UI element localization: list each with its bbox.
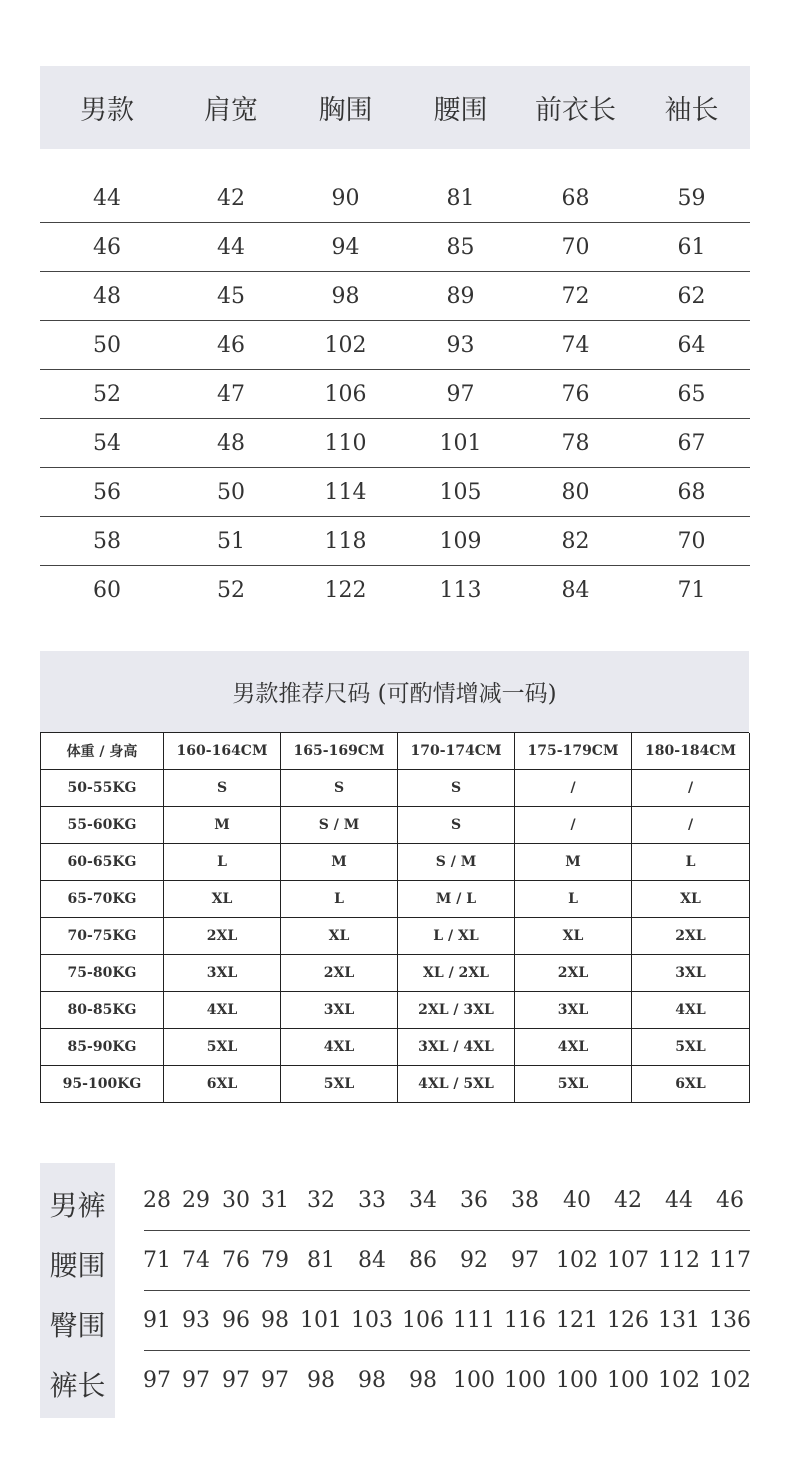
table-cell: 100: [556, 1368, 598, 1393]
column-header: 160-164CM: [164, 733, 281, 770]
table-cell: 80-85KG: [41, 992, 164, 1029]
table-cell: 136: [709, 1308, 751, 1333]
table-cell: 114: [324, 479, 367, 505]
table-cell: 71: [677, 577, 706, 603]
table-cell: 46: [217, 332, 245, 358]
table-cell: 6XL: [164, 1066, 281, 1103]
table-cell: 79: [261, 1248, 289, 1273]
table-cell: 91: [143, 1308, 171, 1333]
table-cell: S: [398, 807, 515, 844]
table-row: [144, 1171, 750, 1231]
table-cell: S / M: [398, 844, 515, 881]
table-cell: 117: [709, 1248, 751, 1273]
table-cell: 76: [561, 381, 590, 407]
table-cell: 2XL / 3XL: [398, 992, 515, 1029]
table-cell: L: [164, 844, 281, 881]
table-header-row: [41, 733, 749, 770]
table-cell: 82: [561, 528, 590, 554]
table-cell: 68: [561, 185, 590, 211]
table-cell: 36: [460, 1188, 488, 1213]
table-cell: S: [281, 770, 398, 807]
table-cell: 45: [217, 283, 245, 309]
row-label: 男裤: [49, 1189, 106, 1222]
table-row: [40, 222, 750, 271]
table-cell: 96: [222, 1308, 250, 1333]
row-label: 裤长: [49, 1369, 106, 1402]
table-row: [41, 955, 749, 992]
table-cell: 64: [677, 332, 706, 358]
table-cell: 97: [261, 1368, 289, 1393]
table-cell: 107: [607, 1248, 649, 1273]
table-cell: XL: [281, 918, 398, 955]
row-label: 臀围: [49, 1309, 106, 1342]
table-cell: 102: [658, 1368, 700, 1393]
table-cell: 48: [217, 430, 245, 456]
table-cell: 4XL / 5XL: [398, 1066, 515, 1103]
table-cell: 97: [143, 1368, 171, 1393]
row-label: 腰围: [49, 1249, 106, 1282]
table-cell: 81: [446, 185, 475, 211]
table-cell: 100: [453, 1368, 495, 1393]
table-cell: 5XL: [281, 1066, 398, 1103]
table-cell: 3XL / 4XL: [398, 1029, 515, 1066]
table-cell: 38: [511, 1188, 539, 1213]
table-cell: 106: [402, 1308, 444, 1333]
table-cell: 100: [607, 1368, 649, 1393]
table-cell: 2XL: [515, 955, 632, 992]
table-row: [40, 565, 750, 614]
table-cell: 98: [261, 1308, 289, 1333]
table-row: [40, 174, 750, 222]
table-cell: XL: [164, 881, 281, 918]
table-cell: 106: [324, 381, 367, 407]
table-cell: XL: [632, 881, 750, 918]
table-cell: 103: [351, 1308, 393, 1333]
table-cell: M: [515, 844, 632, 881]
table-cell: 116: [504, 1308, 546, 1333]
table-cell: 122: [324, 577, 367, 603]
table-cell: 68: [677, 479, 706, 505]
table-cell: 86: [409, 1248, 437, 1273]
table-cell: L: [632, 844, 750, 881]
table-cell: 102: [556, 1248, 598, 1273]
table-cell: 97: [446, 381, 475, 407]
table-cell: S / M: [281, 807, 398, 844]
table-cell: 94: [331, 234, 360, 260]
table-cell: 72: [561, 283, 590, 309]
recommended-size-grid: [40, 732, 749, 1103]
column-header: 180-184CM: [632, 733, 750, 770]
table-cell: 101: [439, 430, 482, 456]
table-row: [40, 418, 750, 467]
table-cell: 109: [439, 528, 482, 554]
size-measurement-table: [40, 66, 750, 614]
table-cell: 40: [563, 1188, 591, 1213]
table-cell: 5XL: [632, 1029, 750, 1066]
table-cell: M / L: [398, 881, 515, 918]
table-cell: 70: [561, 234, 590, 260]
table-cell: 5XL: [164, 1029, 281, 1066]
table-cell: 85-90KG: [41, 1029, 164, 1066]
table-cell: 5XL: [515, 1066, 632, 1103]
row-divider: [144, 1350, 750, 1351]
recommended-size-title: 男款推荐尺码 (可酌情增减一码): [40, 651, 749, 732]
table-row: [41, 992, 749, 1029]
table-cell: 102: [709, 1368, 751, 1393]
table-cell: 110: [324, 430, 367, 456]
table-cell: 2XL: [164, 918, 281, 955]
table-row: [41, 881, 749, 918]
table-cell: 46: [93, 234, 121, 260]
table-cell: L: [281, 881, 398, 918]
table-cell: 111: [453, 1308, 495, 1333]
table-cell: 97: [511, 1248, 539, 1273]
size-measurement-header: [40, 66, 750, 149]
table-cell: 85: [446, 234, 475, 260]
table-cell: L: [515, 881, 632, 918]
table-cell: 112: [658, 1248, 700, 1273]
size-measurement-body: [40, 174, 750, 614]
table-row: [41, 807, 749, 844]
table-cell: 4XL: [515, 1029, 632, 1066]
table-cell: 93: [446, 332, 475, 358]
table-cell: 4XL: [632, 992, 750, 1029]
table-cell: 50: [217, 479, 245, 505]
table-cell: 97: [182, 1368, 210, 1393]
table-cell: 33: [358, 1188, 386, 1213]
recommended-size-table: [40, 651, 749, 1103]
pants-size-table: [40, 1163, 750, 1418]
table-cell: 44: [217, 234, 245, 260]
table-cell: 126: [607, 1308, 649, 1333]
table-row: [41, 1066, 749, 1103]
table-cell: 65: [677, 381, 706, 407]
table-cell: 80: [561, 479, 590, 505]
table-cell: 89: [446, 283, 475, 309]
table-row: [40, 516, 750, 565]
table-cell: 61: [677, 234, 706, 260]
table-row: [144, 1231, 750, 1291]
table-cell: 65-70KG: [41, 881, 164, 918]
table-cell: 93: [182, 1308, 210, 1333]
table-cell: 2XL: [632, 918, 750, 955]
table-row: [40, 320, 750, 369]
table-cell: 4XL: [164, 992, 281, 1029]
table-cell: 58: [93, 528, 121, 554]
table-cell: 76: [222, 1248, 250, 1273]
table-cell: 97: [222, 1368, 250, 1393]
column-header: 前衣长: [535, 95, 616, 126]
column-header: 腰围: [433, 95, 488, 126]
table-row: [41, 770, 749, 807]
table-row: [40, 467, 750, 516]
table-cell: /: [632, 807, 750, 844]
table-cell: 28: [143, 1188, 171, 1213]
table-cell: 74: [561, 332, 590, 358]
row-divider: [144, 1230, 750, 1231]
table-row: [41, 844, 749, 881]
table-cell: 84: [561, 577, 590, 603]
table-cell: 3XL: [632, 955, 750, 992]
table-cell: 60: [93, 577, 121, 603]
table-cell: 84: [358, 1248, 386, 1273]
table-cell: 70: [677, 528, 706, 554]
table-cell: S: [164, 770, 281, 807]
table-cell: 74: [182, 1248, 210, 1273]
table-cell: 92: [460, 1248, 488, 1273]
table-cell: 50-55KG: [41, 770, 164, 807]
table-cell: 60-65KG: [41, 844, 164, 881]
table-cell: XL / 2XL: [398, 955, 515, 992]
table-cell: 113: [439, 577, 482, 603]
column-header: 男款: [80, 95, 134, 126]
table-cell: 51: [217, 528, 245, 554]
table-cell: 98: [358, 1368, 386, 1393]
table-cell: 32: [307, 1188, 335, 1213]
table-cell: 42: [217, 185, 245, 211]
table-cell: 101: [300, 1308, 342, 1333]
row-divider: [144, 1290, 750, 1291]
table-cell: 75-80KG: [41, 955, 164, 992]
table-cell: 98: [331, 283, 360, 309]
table-cell: M: [164, 807, 281, 844]
table-cell: S: [398, 770, 515, 807]
table-cell: 52: [217, 577, 245, 603]
table-cell: 78: [561, 430, 590, 456]
table-cell: 50: [93, 332, 121, 358]
table-cell: 98: [307, 1368, 335, 1393]
table-cell: 81: [307, 1248, 335, 1273]
table-cell: 67: [677, 430, 706, 456]
table-cell: 4XL: [281, 1029, 398, 1066]
table-cell: 48: [93, 283, 121, 309]
table-cell: 98: [409, 1368, 437, 1393]
table-row: [41, 1029, 749, 1066]
table-cell: 31: [261, 1188, 289, 1213]
table-cell: 71: [143, 1248, 171, 1273]
table-cell: 118: [324, 528, 367, 554]
table-cell: /: [632, 770, 750, 807]
table-cell: 54: [93, 430, 121, 456]
table-cell: 105: [439, 479, 482, 505]
table-cell: 3XL: [515, 992, 632, 1029]
table-cell: 47: [217, 381, 245, 407]
table-cell: 3XL: [281, 992, 398, 1029]
table-cell: 30: [222, 1188, 250, 1213]
table-cell: 3XL: [164, 955, 281, 992]
table-cell: /: [515, 807, 632, 844]
table-cell: 29: [182, 1188, 210, 1213]
table-cell: 95-100KG: [41, 1066, 164, 1103]
table-cell: 59: [677, 185, 706, 211]
table-cell: 44: [93, 185, 121, 211]
table-cell: 62: [677, 283, 706, 309]
table-cell: 90: [331, 185, 360, 211]
table-cell: L / XL: [398, 918, 515, 955]
table-cell: 131: [658, 1308, 700, 1333]
table-cell: 102: [324, 332, 367, 358]
table-row: [40, 369, 750, 418]
column-header: 袖长: [664, 95, 719, 126]
table-cell: 44: [665, 1188, 693, 1213]
table-cell: 56: [93, 479, 121, 505]
column-header: 体重 / 身高: [41, 733, 164, 770]
column-header: 胸围: [318, 95, 373, 126]
table-cell: 2XL: [281, 955, 398, 992]
table-row: [41, 918, 749, 955]
table-cell: 42: [614, 1188, 642, 1213]
table-cell: 70-75KG: [41, 918, 164, 955]
pants-size-labels: [40, 1163, 115, 1418]
table-cell: 100: [504, 1368, 546, 1393]
table-row: [40, 271, 750, 320]
table-cell: 46: [716, 1188, 744, 1213]
table-row: [144, 1351, 750, 1411]
table-cell: 55-60KG: [41, 807, 164, 844]
column-header: 175-179CM: [515, 733, 632, 770]
table-cell: XL: [515, 918, 632, 955]
column-header: 肩宽: [204, 95, 258, 126]
table-cell: 6XL: [632, 1066, 750, 1103]
column-header: 165-169CM: [281, 733, 398, 770]
table-cell: 52: [93, 381, 121, 407]
table-cell: M: [281, 844, 398, 881]
table-cell: 121: [556, 1308, 598, 1333]
table-cell: 34: [409, 1188, 437, 1213]
column-header: 170-174CM: [398, 733, 515, 770]
table-cell: /: [515, 770, 632, 807]
table-row: [144, 1291, 750, 1351]
